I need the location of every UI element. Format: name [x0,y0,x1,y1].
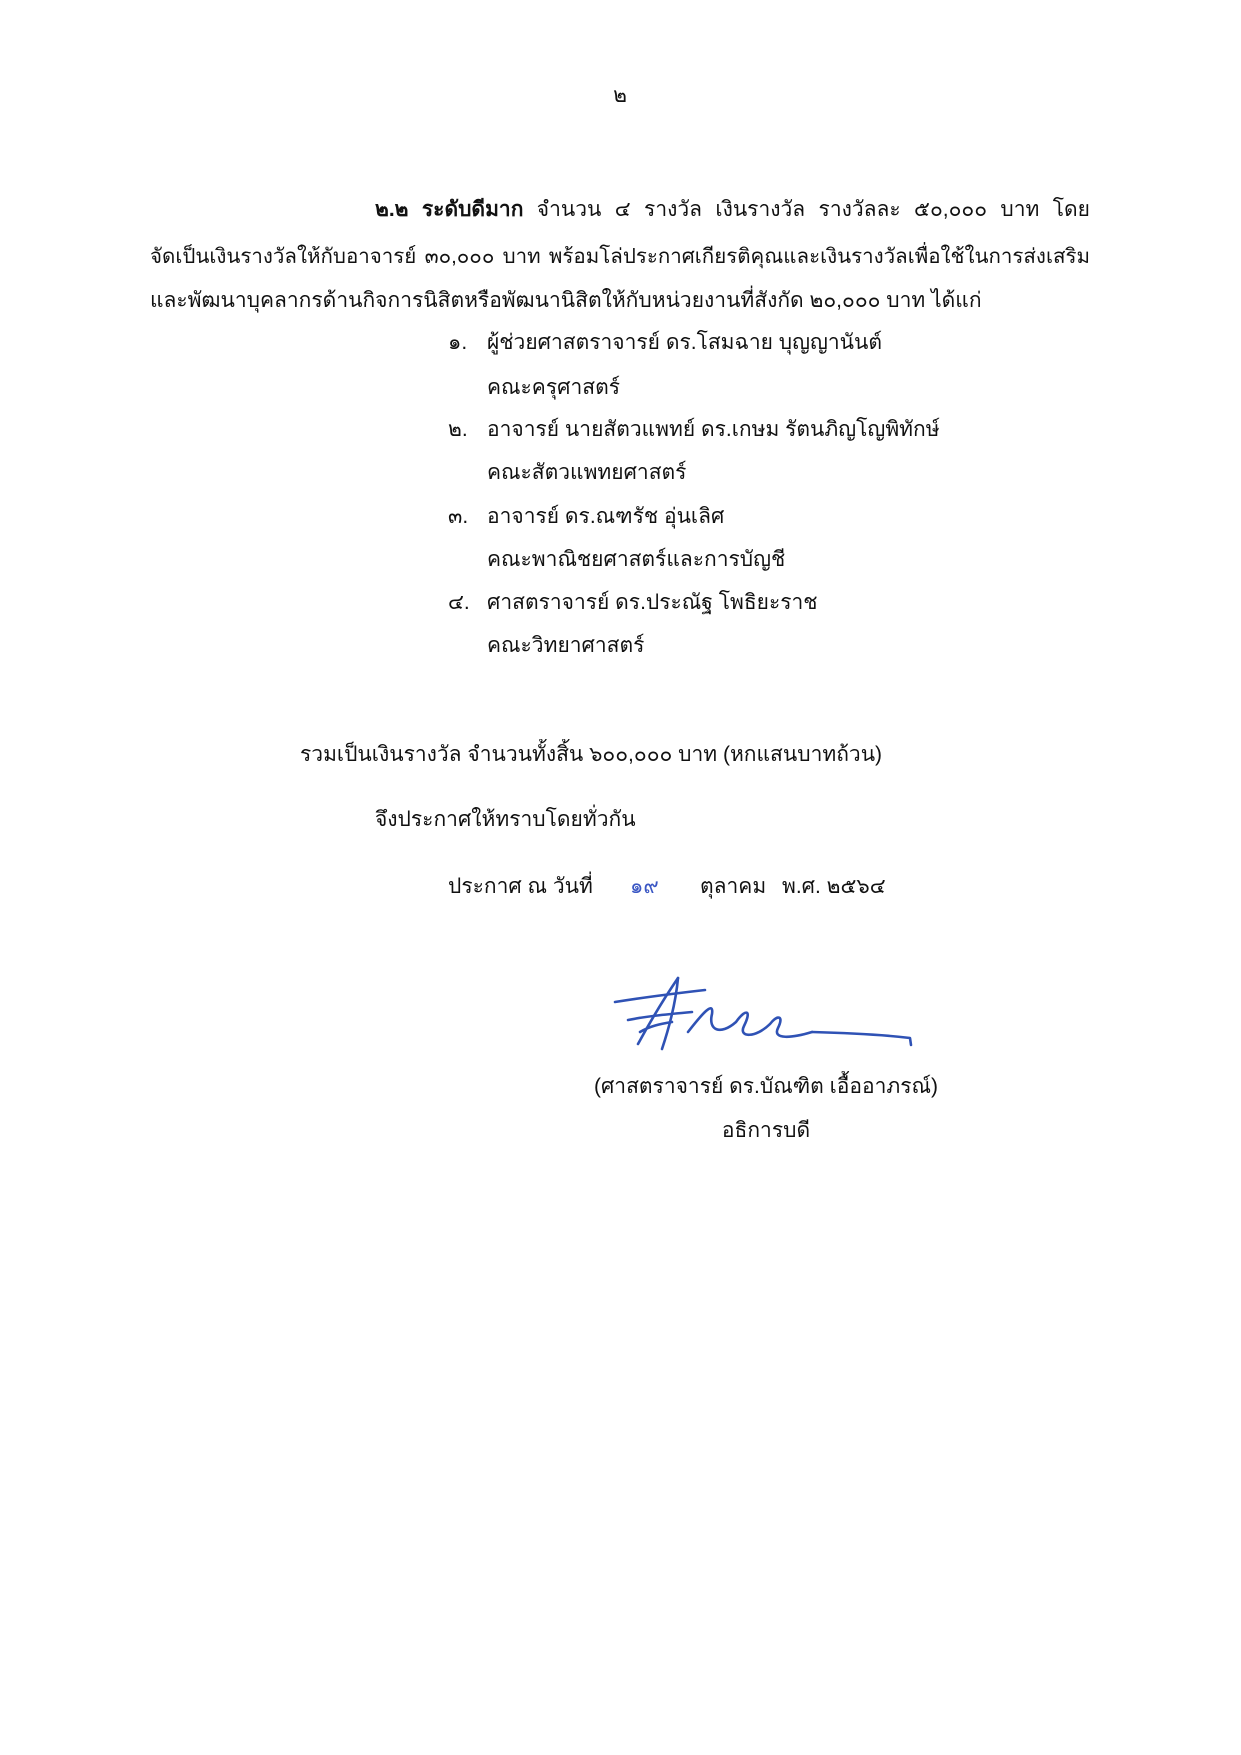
list-number: ๒. [448,418,468,441]
section-line-3: และพัฒนาบุคลากรด้านกิจการนิสิตหรือพัฒนานิสิตให้กับหน่วยงานที่สังกัด ๒๐,๐๐๐ บาท ได้แก่ [150,289,982,312]
section-line-1 [375,194,1090,226]
awardee-faculty: คณะพาณิชยศาสตร์และการบัญชี [487,548,786,571]
list-number: ๔. [448,591,470,614]
date-year: พ.ศ. ๒๕๖๔ [782,875,886,898]
list-item [448,587,1128,619]
list-number: ๑. [448,331,468,354]
awardee-name: ศาสตราจารย์ ดร.ประณัฐ โพธิยะราช [487,591,818,614]
awardee-name: ผู้ช่วยศาสตราจารย์ ดร.โสมฉาย บุญญานันต์ [487,331,883,354]
page-number: ๒ [613,84,627,107]
awardee-faculty: คณะสัตวแพทยศาสตร์ [487,461,687,484]
awardee-name: อาจารย์ ดร.ณฑรัช อุ่นเลิศ [487,505,725,528]
signature [610,970,920,1055]
awardee-faculty: คณะครุศาสตร์ [487,376,620,399]
awardee-faculty: คณะวิทยาศาสตร์ [487,634,645,657]
total-amount: รวมเป็นเงินรางวัล จำนวนทั้งสิ้น ๖๐๐,๐๐๐ บาท (หกแสนบาทถ้วน) [300,743,883,766]
date-day: ๑๙ [630,875,659,898]
section-number: ๒.๒ [375,198,409,221]
date-month: ตุลาคม [700,875,767,898]
list-item [448,414,1128,446]
section-level: ระดับดีมาก [421,198,524,221]
list-item [448,327,1128,359]
awardee-name: อาจารย์ นายสัตวแพทย์ ดร.เกษม รัตนภิญโญพิทักษ์ [487,418,940,441]
section-line-2: จัดเป็นเงินรางวัลให้กับอาจารย์ ๓๐,๐๐๐ บาท พร้อมโล่ประกาศเกียรติคุณและเงินรางวัลเพื่อใช้ในการส่งเสริม [150,245,1090,268]
section-line-1-text: จำนวน ๔ รางวัล เงินรางวัล รางวัลละ ๕๐,๐๐๐ บาท โดย [536,198,1090,221]
announcement: จึงประกาศให้ทราบโดยทั่วกัน [375,808,636,831]
date-prefix: ประกาศ ณ วันที่ [448,875,593,898]
list-number: ๓. [448,505,469,528]
signatory-position: อธิการบดี [721,1119,811,1142]
list-item [448,501,1128,533]
signatory-name: (ศาสตราจารย์ ดร.บัณฑิต เอื้ออาภรณ์) [593,1075,939,1098]
